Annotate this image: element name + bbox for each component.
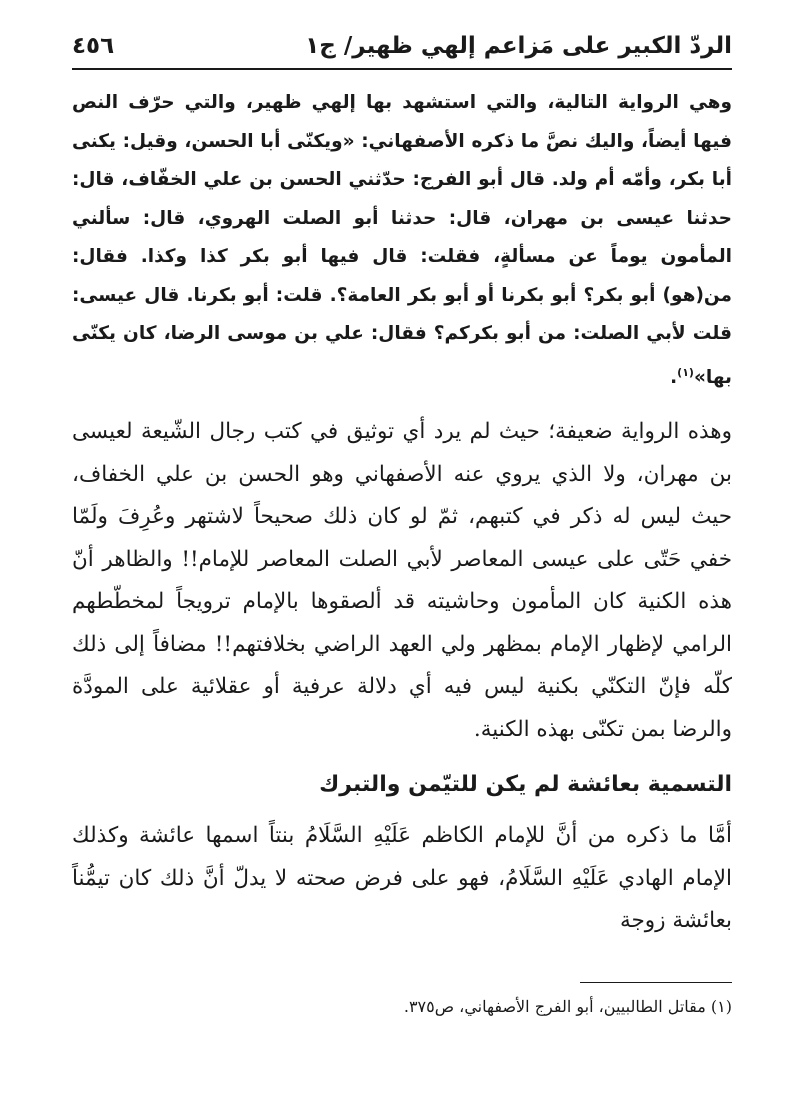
- intro-paragraph-end: .: [670, 366, 678, 388]
- intro-paragraph: [72, 84, 732, 397]
- footnote-reference: (١): [677, 365, 694, 379]
- section-subheading: التسمية بعائشة لم يكن للتيّمن والتبرك: [319, 772, 732, 798]
- commentary-paragraph: وهذه الرواية ضعيفة؛ حيث لم يرد أي توثيق في كتب رجال الشّيعة لعيسى بن مهران، ولا الذي يروي عنه الأصفهاني وهو الحسن بن علي الخفاف، حيث ليس له ذكر في كتبهم، ثمّ لو كان ذلك صحيحاً لاشتهر وعُرِفَ ولَمّا خفي حَتّى على عيسى المعاصر لأبي الصلت المعاصر للإمام!! والظاهر أنّ هذه الكنية كان المأمون وحاشيته قد ألصقوها بالإمام ترويجاً لمخطّطهم الرامي لإظهار الإمام بمظهر ولي العهد الراضي بخلافتهم!! مضافاً إلى ذلك كلّه فإنّ التكنّي بكنية ليس فيه أي دلالة عرفية أو عقلائية على المودَّة والرضا بمن تكنّى بهذه الكنية.: [72, 419, 732, 742]
- running-title: الردّ الكبير على مَزاعم إلهي ظهير/ ج١: [305, 33, 732, 59]
- intro-paragraph-text: وهي الرواية التالية، والتي استشهد بها إلهي ظهير، والتي حرّف النص فيها أيضاً، واليك نصَّ ما ذكره الأصفهاني: «ويكنّى أبا الحسن، وقيل: يكنى أبا بكر، وأمّه أم ولد. قال أبو الفرج: حدّثني الحسن بن علي الخفّاف، قال: حدثنا عيسى بن مهران، قال: حدثنا أبو الصلت الهروي، قال: سألني المأمون يوماً عن مسألةٍ، فقلت: قال فيها أبو بكر كذا وكذا. فقال: من(هو) أبو بكر؟ أبو بكرنا أو أبو بكر العامة؟. قلت: أبو بكرنا. قال عيسى: قلت لأبي الصلت: من أبو بكركم؟ فقال: علي بن موسى الرضا، كان يكنّى بها»: [72, 92, 732, 388]
- main-text: [72, 411, 732, 943]
- footnote-separator: [580, 982, 732, 983]
- closing-paragraph: أمَّا ما ذكره من أنَّ للإمام الكاظم عَلَيْهِ السَّلَامُ بنتاً اسمها عائشة وكذلك الإمام الهادي عَلَيْهِ السَّلَامُ، فهو على فرض صحته لا يدلّ أنَّ ذلك كان تيمُّناً بعائشة زوجة: [72, 823, 732, 934]
- quoted-narration: [72, 84, 732, 397]
- footnote: (١) مقاتل الطالبيين، أبو الفرج الأصفهاني، ص٣٧٥.: [403, 997, 732, 1016]
- page-header: [72, 24, 732, 70]
- page-number: ٤٥٦: [72, 33, 115, 59]
- page-body: [72, 84, 732, 943]
